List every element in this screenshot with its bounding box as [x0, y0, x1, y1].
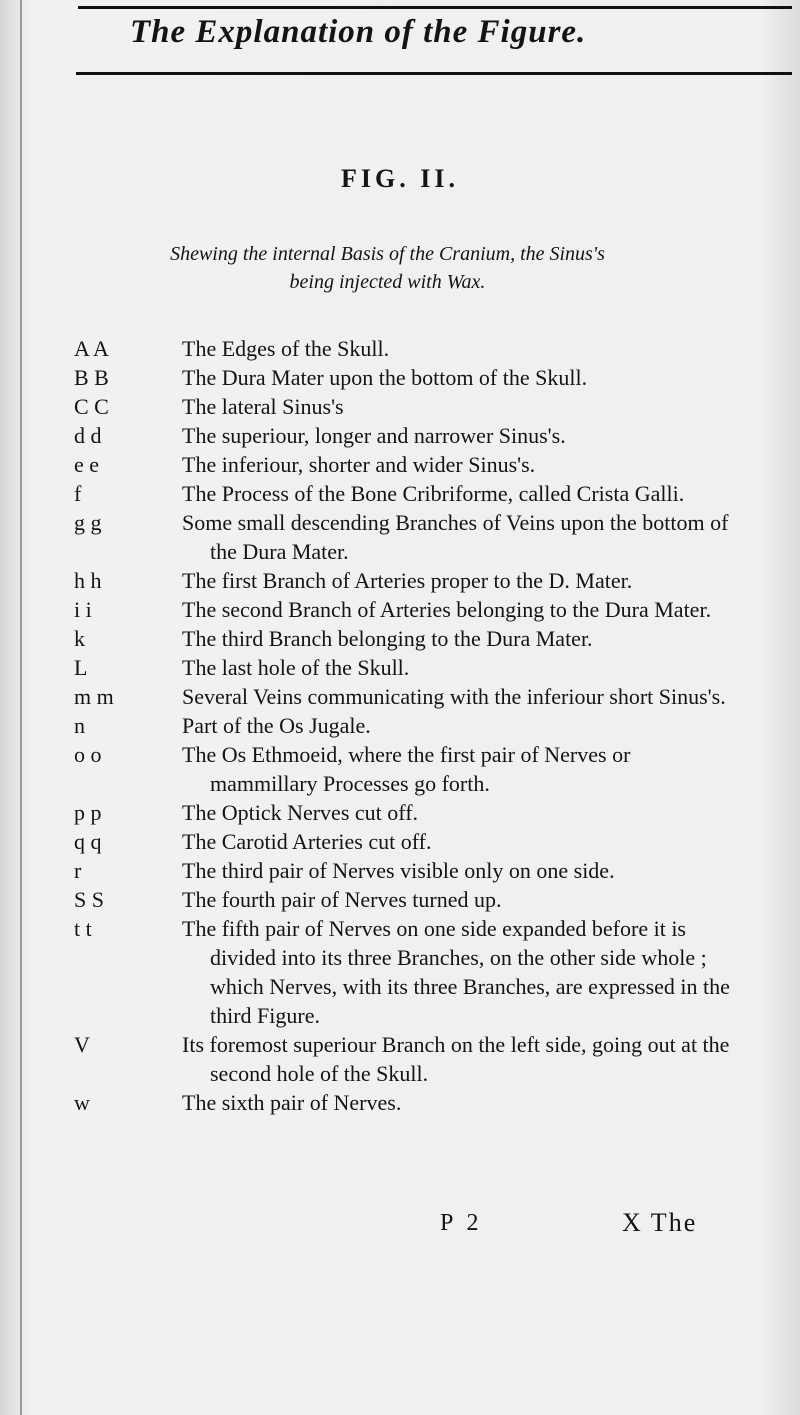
entry-key: A A: [74, 336, 109, 361]
entry-key: h h: [74, 568, 102, 593]
legend-entry: [70, 421, 730, 450]
entry-key: n: [74, 713, 85, 738]
entry-text: The second Branch of Arteries belonging to the Dura Mater.: [182, 597, 712, 622]
legend-entry: [70, 682, 730, 711]
entry-key: t t: [74, 916, 92, 941]
entry-text: Several Veins communicating with the inferiour short Sinus's.: [182, 684, 726, 709]
legend-entry: [70, 1030, 730, 1088]
entry-key: f: [74, 481, 82, 506]
figure-caption: [95, 240, 680, 296]
header-rule-top: [78, 6, 792, 9]
legend-entry: [70, 624, 730, 653]
entry-text: The third Branch belonging to the Dura Mater.: [182, 626, 593, 651]
entry-text: The Carotid Arteries cut off.: [182, 829, 432, 854]
legend-entry: [70, 566, 730, 595]
entry-key: q q: [74, 829, 102, 854]
entry-key: L: [74, 655, 88, 680]
caption-line-1: Shewing the internal Basis of the Cranium, the Sinus's: [170, 243, 605, 265]
entry-key: e e: [74, 452, 100, 477]
legend-entry: [70, 885, 730, 914]
entry-key: w: [74, 1090, 90, 1115]
entry-text: The superiour, longer and narrower Sinus's.: [182, 423, 566, 448]
entry-text: The Dura Mater upon the bottom of the Skull.: [182, 365, 588, 390]
legend-entries: [70, 334, 730, 1117]
entry-text: The sixth pair of Nerves.: [182, 1090, 402, 1115]
signature-mark: P 2: [440, 1210, 483, 1236]
entry-key: m m: [74, 684, 114, 709]
figure-heading: FIG. II.: [341, 164, 459, 193]
legend-entry: [70, 479, 730, 508]
entry-text: The lateral Sinus's: [182, 394, 344, 419]
entry-text: The Optick Nerves cut off.: [182, 800, 419, 825]
entry-key: r: [74, 858, 82, 883]
caption-line-2: being injected with Wax.: [289, 271, 486, 293]
legend-entry: [70, 450, 730, 479]
entry-text: The Os Ethmoeid, where the first pair of Nerves or mammillary Processes go forth.: [182, 742, 631, 796]
entry-text: The last hole of the Skull.: [182, 655, 410, 680]
entry-text: Some small descending Branches of Veins upon the bottom of the Dura Mater.: [182, 510, 729, 564]
legend-entry: [70, 392, 730, 421]
entry-text: The fifth pair of Nerves on one side expanded before it is divided into its three Branches, on the other side whole ; which Nerves, with its three Branches, are expressed in the third Figure.: [182, 916, 730, 1028]
entry-key: k: [74, 626, 85, 651]
entry-text: The Edges of the Skull.: [182, 336, 390, 361]
entry-key: S S: [74, 887, 104, 912]
entry-text: The Process of the Bone Cribriforme, called Crista Galli.: [182, 481, 685, 506]
entry-text: The first Branch of Arteries proper to the D. Mater.: [182, 568, 633, 593]
legend-entry: [70, 798, 730, 827]
legend-entry: [70, 334, 730, 363]
entry-key: C C: [74, 394, 109, 419]
entry-key: i i: [74, 597, 92, 622]
entry-key: g g: [74, 510, 102, 535]
entry-text: The third pair of Nerves visible only on one side.: [182, 858, 615, 883]
entry-key: p p: [74, 800, 102, 825]
legend-entry: [70, 856, 730, 885]
catchword: X The: [622, 1208, 698, 1237]
entry-key: V: [74, 1032, 90, 1057]
legend-entry: [70, 508, 730, 566]
entry-key: B B: [74, 365, 109, 390]
running-title: The Explanation of the Figure.: [130, 14, 587, 50]
legend-entry: [70, 711, 730, 740]
legend-entry: [70, 914, 730, 1030]
entry-text: Its foremost superiour Branch on the left side, going out at the second hole of the Skull.: [182, 1032, 730, 1086]
header-rule-bottom: [76, 72, 792, 75]
legend-entry: [70, 363, 730, 392]
entry-text: Part of the Os Jugale.: [182, 713, 371, 738]
gutter-line: [20, 0, 22, 1415]
legend-entry: [70, 653, 730, 682]
legend-entry: [70, 827, 730, 856]
legend-entry: [70, 740, 730, 798]
entry-key: d d: [74, 423, 102, 448]
entry-key: o o: [74, 742, 102, 767]
entry-text: The fourth pair of Nerves turned up.: [182, 887, 502, 912]
entry-text: The inferiour, shorter and wider Sinus's.: [182, 452, 536, 477]
legend-entry: [70, 1088, 730, 1117]
legend-entry: [70, 595, 730, 624]
